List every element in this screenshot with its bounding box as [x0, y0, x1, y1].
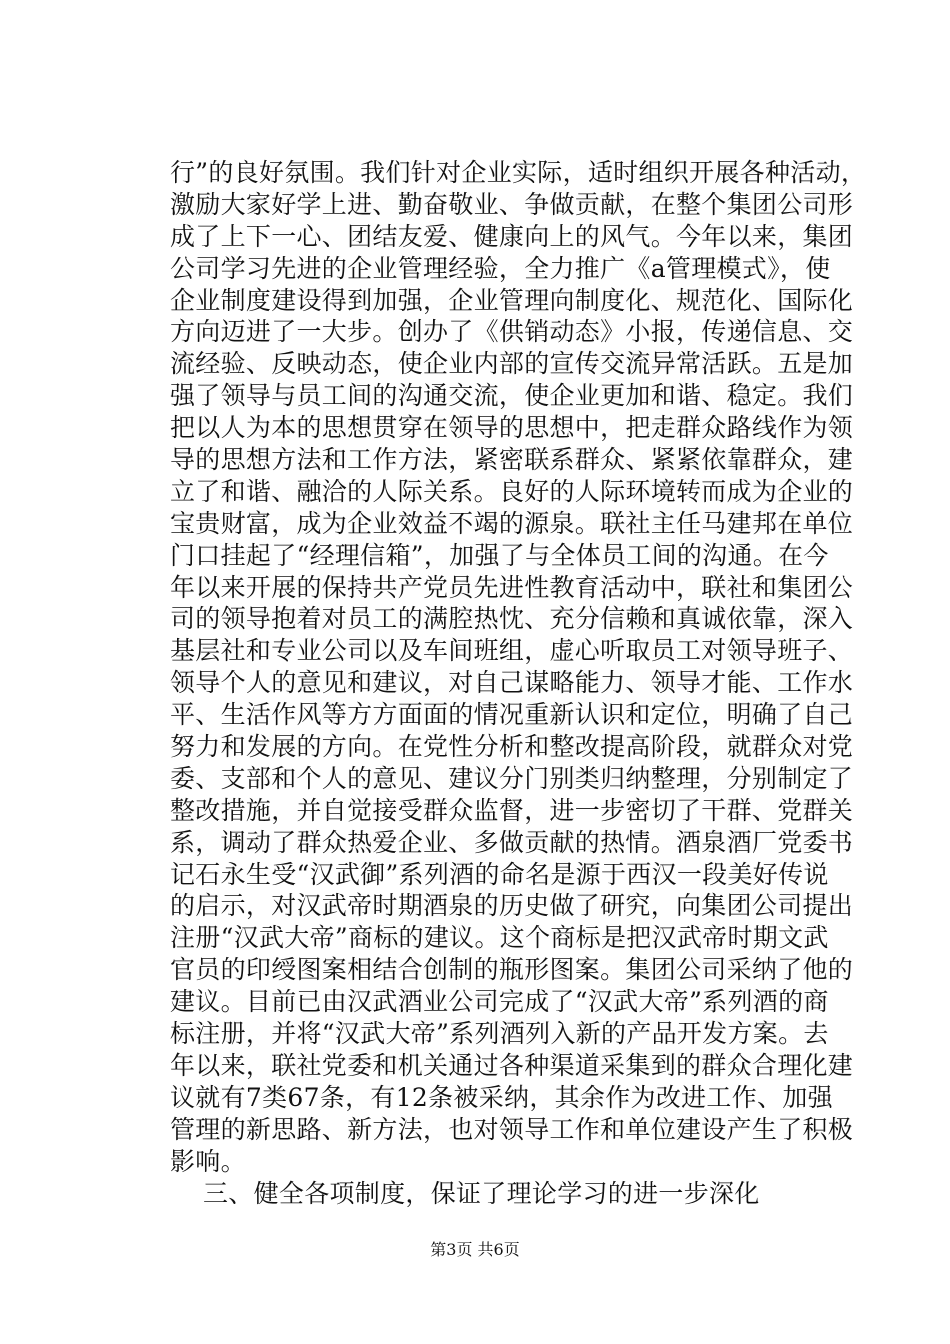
body-line: 管理的新思路、新方法，也对领导工作和单位建设产生了积极 — [170, 1114, 854, 1144]
body-line: 流经验、反映动态，使企业内部的宣传交流异常活跃。五是加 — [170, 349, 854, 379]
body-line: 成了上下一心、团结友爱、健康向上的风气。今年以来，集团 — [170, 221, 854, 251]
section-heading: 三、健全各项制度，保证了理论学习的进一步深化 — [203, 1178, 760, 1208]
body-line: 注册“汉武大帝”商标的建议。这个商标是把汉武帝时期文武 — [170, 923, 829, 953]
body-line: 年以来，联社党委和机关通过各种渠道采集到的群众合理化建 — [170, 1050, 854, 1080]
body-line: 平、生活作风等方方面面的情况重新认识和定位，明确了自己 — [170, 700, 854, 730]
body-line: 领导个人的意见和建议，对自己谋略能力、领导才能、工作水 — [170, 668, 854, 698]
body-line: 基层社和专业公司以及车间班组，虚心听取员工对领导班子、 — [170, 636, 854, 666]
body-line: 委、支部和个人的意见、建议分门别类归纳整理，分别制定了 — [170, 763, 854, 793]
body-line: 把以人为本的思想贯穿在领导的思想中，把走群众路线作为领 — [170, 413, 854, 443]
body-line: 导的思想方法和工作方法，紧密联系群众、紧紧依靠群众，建 — [170, 445, 854, 475]
page-footer: 第3页 共6页 — [430, 1240, 520, 1259]
body-line: 建议。目前已由汉武酒业公司完成了“汉武大帝”系列酒的商 — [170, 987, 829, 1017]
body-line: 年以来开展的保持共产党员先进性教育活动中，联社和集团公 — [170, 572, 854, 602]
body-line: 影响。 — [170, 1146, 246, 1176]
body-line: 激励大家好学上进、勤奋敬业、争做贡献，在整个集团公司形 — [170, 189, 854, 219]
body-line: 宝贵财富，成为企业效益不竭的源泉。联社主任马建邦在单位 — [170, 508, 854, 538]
body-line: 门口挂起了“经理信箱”，加强了与全体员工间的沟通。在今 — [170, 540, 829, 570]
body-line: 记石永生受“汉武御”系列酒的命名是源于西汉一段美好传说 — [170, 859, 829, 889]
body-line: 强了领导与员工间的沟通交流，使企业更加和谐、稳定。我们 — [170, 381, 854, 411]
body-line: 标注册，并将“汉武大帝”系列酒列入新的产品开发方案。去 — [170, 1019, 829, 1049]
body-line: 方向迈进了一大步。创办了《供销动态》小报，传递信息、交 — [170, 317, 854, 347]
body-line: 企业制度建设得到加强，企业管理向制度化、规范化、国际化 — [170, 285, 854, 315]
body-line: 官员的印绶图案相结合创制的瓶形图案。集团公司采纳了他的 — [170, 955, 854, 985]
body-line: 的启示，对汉武帝时期酒泉的历史做了研究，向集团公司提出 — [170, 891, 854, 921]
body-line: 公司学习先进的企业管理经验，全力推广《a管理模式》，使 — [170, 253, 831, 283]
body-line: 立了和谐、融洽的人际关系。良好的人际环境转而成为企业的 — [170, 476, 854, 506]
body-line: 整改措施，并自觉接受群众监督，进一步密切了干群、党群关 — [170, 795, 854, 825]
body-line: 努力和发展的方向。在党性分析和整改提高阶段，就群众对党 — [170, 732, 854, 762]
body-line: 行”的良好氛围。我们针对企业实际，适时组织开展各种活动， — [170, 158, 867, 187]
body-text — [170, 157, 870, 1209]
body-line: 系，调动了群众热爱企业、多做贡献的热情。酒泉酒厂党委书 — [170, 827, 854, 857]
body-line: 司的领导抱着对员工的满腔热忱、充分信赖和真诚依靠，深入 — [170, 604, 854, 634]
body-line: 议就有7类67条，有12条被采纳，其余作为改进工作、加强 — [170, 1082, 833, 1112]
